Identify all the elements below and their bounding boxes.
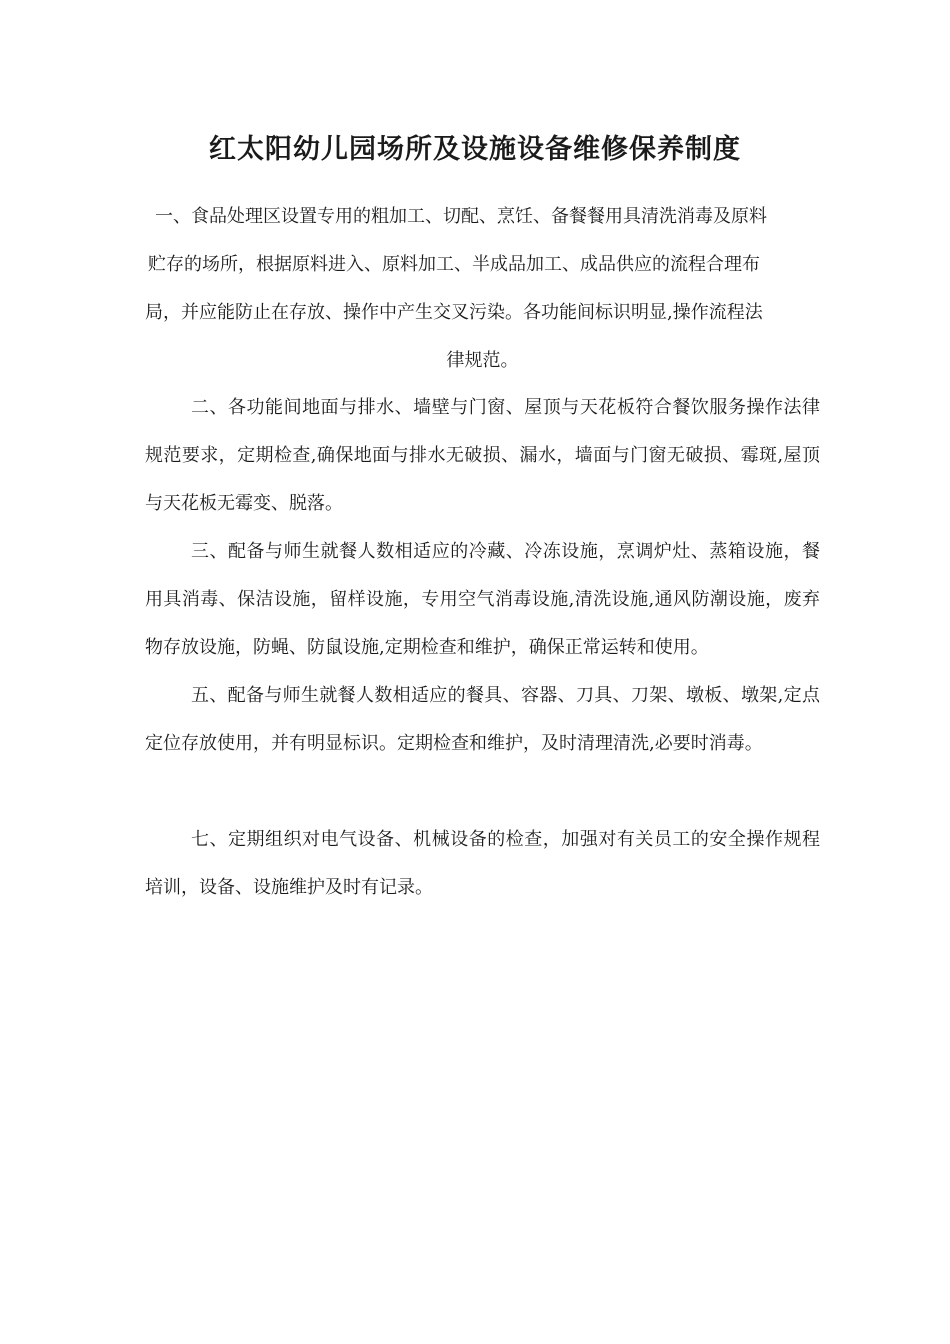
paragraph-2: 二、各功能间地面与排水、墙壁与门窗、屋顶与天花板符合餐饮服务操作法律规范要求，定期检查,确保地面与排水无破损、漏水，墙面与门窗无破损、霉斑,屋顶与天花板无霉变、脱落。 xyxy=(145,397,820,514)
paragraph-1 xyxy=(145,193,820,385)
paragraph-4: 五、配备与师生就餐人数相适应的餐具、容器、刀具、刀架、墩板、墩架,定点定位存放使用，并有明显标识。定期检查和维护，及时清理清洗,必要时消毒。 xyxy=(145,685,820,754)
paragraph-1-line-2: 贮存的场所，根据原料进入、原料加工、半成品加工、成品供应的流程合理布 xyxy=(148,254,760,275)
paragraph-3: 三、配备与师生就餐人数相适应的冷藏、冷冻设施，烹调炉灶、蒸箱设施，餐用具消毒、保洁设施，留样设施，专用空气消毒设施,清洗设施,通风防潮设施，废弃物存放设施，防蝇、防鼠设施,定期检查和维护，确保正常运转和使用。 xyxy=(145,541,820,658)
paragraph-5: 七、定期组织对电气设备、机械设备的检查，加强对有关员工的安全操作规程培训，设备、设施维护及时有记录。 xyxy=(145,829,820,898)
paragraph-1-line-1: 一、食品处理区设置专用的粗加工、切配、烹饪、备餐餐用具清洗消毒及原料 xyxy=(155,206,767,227)
paragraph-1-line-4: 律规范。 xyxy=(446,350,519,371)
paragraph-1-line-3: 局，并应能防止在存放、操作中产生交叉污染。各功能间标识明显,操作流程法 xyxy=(145,302,763,323)
document-title: 红太阳幼儿园场所及设施设备维修保养制度 xyxy=(209,134,741,165)
